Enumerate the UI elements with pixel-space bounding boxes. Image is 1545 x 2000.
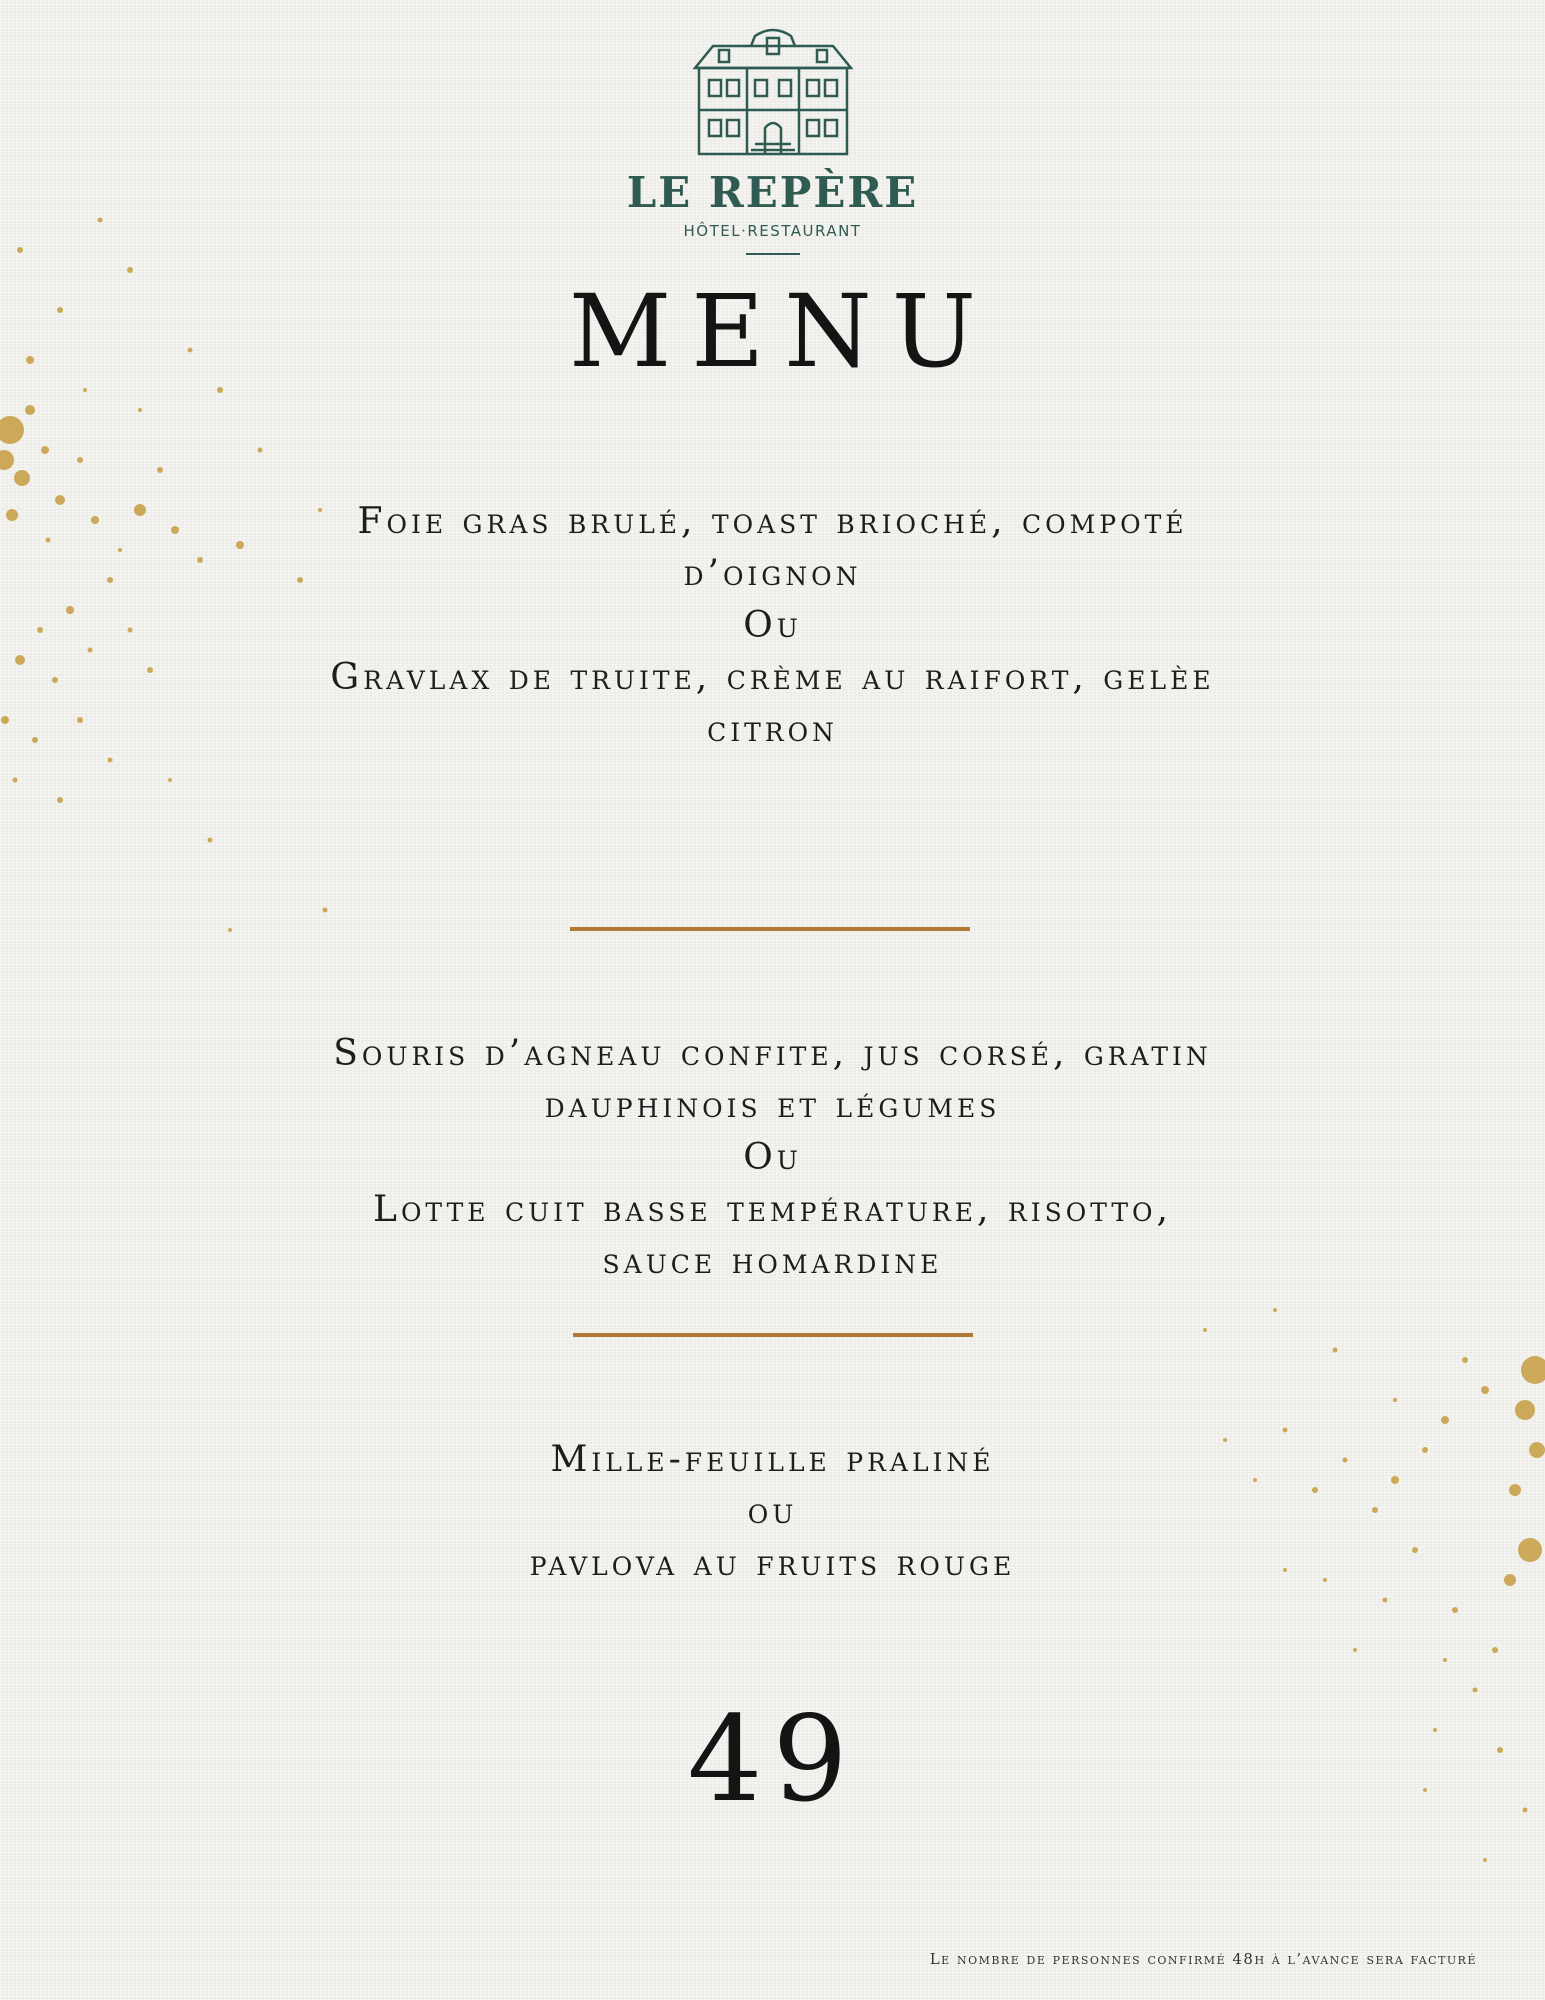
brand-subtitle: HÔTEL·RESTAURANT — [683, 222, 862, 240]
building-icon — [693, 28, 853, 158]
course-mains — [220, 1028, 1325, 1288]
menu-line: Mille-feuille praliné — [550, 1439, 995, 1480]
course-divider — [573, 1333, 973, 1337]
footnote: Le nombre de personnes confirmé 48h à l’avance sera facturé — [929, 1950, 1477, 1968]
menu-line: Lotte cuit basse température, risotto, — [373, 1189, 1172, 1230]
menu-line: citron — [707, 709, 838, 750]
course-desserts — [220, 1434, 1325, 1590]
brand-name: LE REPÈRE — [626, 168, 919, 217]
menu-line: Souris d’agneau confite, jus corsé, gratin — [333, 1033, 1212, 1074]
menu-line: sauce homardine — [602, 1241, 943, 1282]
menu-line-or: Ou — [743, 605, 802, 646]
menu-line: pavlova au fruits rouge — [529, 1543, 1016, 1584]
menu-price: 49 — [687, 1690, 858, 1828]
menu-line: Foie gras brulé, toast brioché, compoté — [357, 501, 1188, 542]
course-divider — [570, 927, 970, 931]
menu-line: Gravlax de truite, crème au raifort, gelèe — [330, 657, 1215, 698]
menu-line: dauphinois et légumes — [544, 1085, 1001, 1126]
menu-line-or: Ou — [743, 1137, 802, 1178]
menu-line: d’oignon — [683, 553, 862, 594]
restaurant-logo — [0, 28, 1545, 255]
course-starters — [220, 496, 1325, 756]
brand-underline — [746, 253, 800, 255]
menu-line-or: ou — [747, 1491, 798, 1532]
menu-title: MENU — [568, 273, 997, 390]
